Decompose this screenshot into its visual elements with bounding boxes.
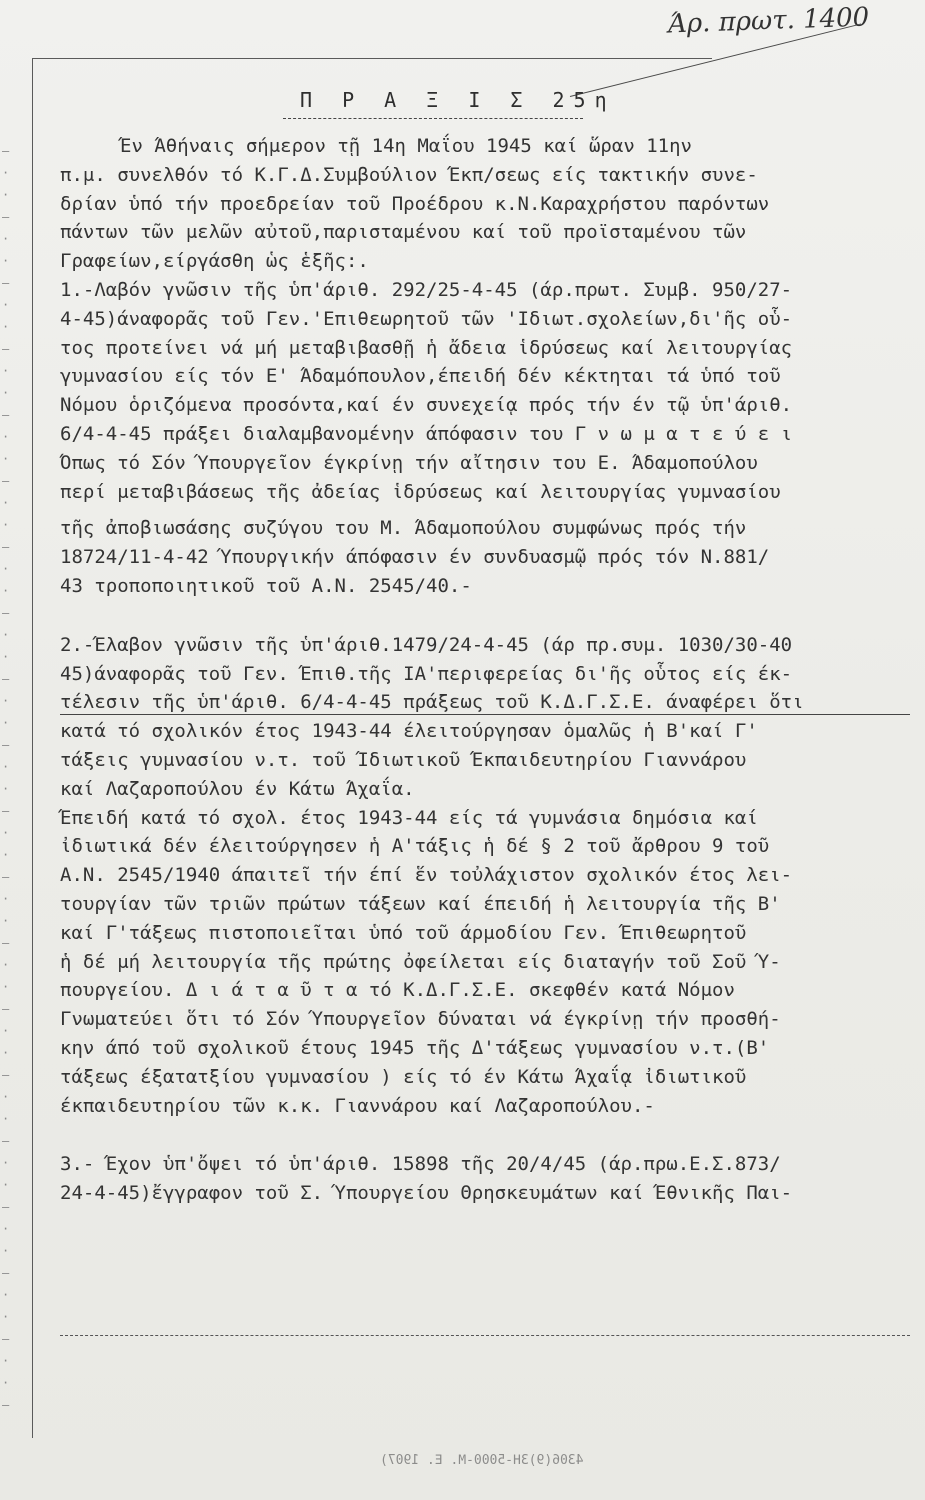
section-divider <box>60 714 910 715</box>
document-body <box>60 132 910 1208</box>
text-line: Νόμου ὁριζόμενα προσόντα,καί έν συνεχείᾳ πρός τήν έν τῷ ὑπ'άριθ. <box>60 394 793 417</box>
text-line: τάξεις γυμνασίου ν.τ. τοῦ Ίδιωτικοῦ Έκπαιδευτηρίου Γιαννάρου <box>60 748 747 771</box>
text-line: δρίαν ὑπό τήν προεδρείαν τοῦ Προέδρου κ.Ν.Καραχρήστου παρόντων <box>60 192 770 215</box>
text-line: 18724/11-4-42 Ύπουργικήν άπόφασιν έν συνδυασμῷ πρός τόν Ν.881/ <box>60 546 770 569</box>
text-line: 24-4-45)ἔγγραφον τοῦ Σ. Ύπουργείου Θρησκευμάτων καί Έθνικῆς Παι- <box>60 1182 793 1205</box>
section-3 <box>60 1150 910 1208</box>
text-line: κατά τό σχολικόν έτος 1943-44 έλειτούργησαν ὁμαλῶς ἡ Β'καί Γ' <box>60 720 758 743</box>
frame-top-line <box>32 58 712 59</box>
text-line: 6/4-4-45 πράξει διαλαμβανομένην άπόφασιν του Γ ν ω μ α τ ε ύ ε ι <box>60 422 793 445</box>
text-line: Έπειδή κατά τό σχολ. έτος 1943-44 είς τά γυμνάσια δημόσια καί <box>60 806 758 829</box>
printer-imprint: 4306(9)3Η-5000-Μ. Ε. 1907) <box>380 1453 584 1468</box>
text-line: 45)άναφορᾶς τοῦ Γεν. Έπιθ.τῆς ΙΑ'περιφερείας δι'ῆς οὗτος είς έκ- <box>60 662 793 685</box>
text-line: 43 τροποποιητικοῦ τοῦ Α.Ν. 2545/40.- <box>60 574 472 597</box>
handwritten-protocol-note: Άρ. πρωτ. 1400 <box>667 2 870 40</box>
text-line: τάξεως έξατατξίου γυμνασίου ) είς τό έν Κάτω Άχαΐᾳ ἰδιωτικοῦ <box>60 1065 747 1088</box>
text-line: 3.- Έχον ὑπ'ὄψει τό ὑπ'άριθ. 15898 τῆς 20/4/45 (άρ.πρω.Ε.Σ.873/ <box>60 1153 781 1176</box>
intro-paragraph <box>60 132 910 276</box>
section-1 <box>60 276 910 601</box>
section-gap <box>60 1120 910 1150</box>
text-line: περί μεταβιβάσεως τῆς ἀδείας ἱδρύσεως καί λειτουργίας γυμνασίου <box>60 480 781 503</box>
document-title: Π Ρ Α Ξ Ι Σ 25η <box>300 88 616 112</box>
text-line: καί Γ'τάξεως πιστοποιεῖται ὑπό τοῦ άρμοδίου Γεν. Έπιθεωρητοῦ <box>60 921 747 944</box>
text-line: τῆς ἀποβιωσάσης συζύγου του Μ. Άδαμοπούλου συμφώνως πρός τήν <box>60 517 747 540</box>
text-line: πάντων τῶν μελῶν αὐτοῦ,παρισταμένου καί τοῦ προϊσταμένου τῶν <box>60 221 747 244</box>
text-line: κην άπό τοῦ σχολικοῦ έτους 1945 τῆς Δ'τάξεως γυμνασίου ν.τ.(Β' <box>60 1036 770 1059</box>
text-line: γυμνασίου είς τόν Ε' Άδαμόπουλον,έπειδή δέν κέκτηται τά ὑπό τοῦ <box>60 365 781 388</box>
text-line: Γνωματεύει ὅτι τό Σόν Ύπουργεῖον δύναται νά έγκρίνῃ τήν προσθή- <box>60 1008 781 1031</box>
text-line: τος προτείνει νά μή μεταβιβασθῇ ἡ ἄδεια ἱδρύσεως καί λειτουργίας <box>60 336 793 359</box>
text-line: ἰδιωτικά δέν έλειτούργησεν ἡ Α'τάξις ἡ δέ § 2 τοῦ ἄρθρου 9 τοῦ <box>60 835 770 858</box>
text-line: έκπαιδευτηρίου τῶν κ.κ. Γιαννάρου καί Λαζαροπούλου.- <box>60 1094 655 1117</box>
text-line: Γραφείων,είργάσθη ὡς ἑξῆς:. <box>60 250 369 273</box>
text-line: Α.Ν. 2545/1940 άπαιτεῖ τήν έπί ἕν τοὐλάχιστον σχολικόν έτος λει- <box>60 864 793 887</box>
text-line: Όπως τό Σόν Ύπουργεῖον έγκρίνῃ τήν αἴτησιν του Ε. Άδαμοπούλου <box>60 451 758 474</box>
text-line: πουργείου. Δ ι ά τ α ῦ τ α τό Κ.Δ.Γ.Σ.Ε. σκεφθέν κατά Νόμον <box>60 979 735 1002</box>
text-line: 1.-Λαβόν γνῶσιν τῆς ὑπ'άριθ. 292/25-4-45 (άρ.πρωτ. Συμβ. 950/27- <box>60 278 793 301</box>
text-line: καί Λαζαροπούλου έν Κάτω Άχαΐα. <box>60 777 415 800</box>
text-line: τουργίαν τῶν τριῶν πρώτων τάξεων καί έπειδή ἡ λειτουργία τῆς Β' <box>60 892 781 915</box>
frame-left-line <box>32 58 33 1438</box>
text-line: τέλεσιν τῆς ὑπ'άριθ. 6/4-4-45 πράξεως τοῦ Κ.Δ.Γ.Σ.Ε. άναφέρει ὅτι <box>60 691 804 714</box>
section-gap <box>60 601 910 631</box>
text-line: ἡ δέ μή λειτουργία τῆς πρώτης ὀφείλεται είς διαταγήν τοῦ Σοῦ Ύ- <box>60 950 781 973</box>
section-divider <box>60 1335 910 1336</box>
text-line: 2.-Έλαβον γνῶσιν τῆς ὑπ'άριθ.1479/24-4-45 (άρ πρ.συμ. 1030/30-40 <box>60 633 793 656</box>
title-underline <box>283 118 583 119</box>
text-line: π.μ. συνελθόν τό Κ.Γ.Δ.Συμβούλιον Έκπ/σεως είς τακτικήν συνε- <box>60 163 758 186</box>
text-line: 4-45)άναφορᾶς τοῦ Γεν.'Επιθεωρητοῦ τῶν 'Ιδιωτ.σχολείων,δι'ῆς οὗ- <box>60 307 793 330</box>
text-line: Έν Άθήναις σήμερον τῇ 14η Μαΐου 1945 καί ὥραν 11ην <box>120 135 692 157</box>
section-2 <box>60 631 910 1121</box>
margin-tick-marks: — · · — · · — · · — · · — · · — · · — · · — · · — · · — · · — · · — · · — · · — · · — · · — · · — · · — · · — · · — <box>2 144 10 1412</box>
